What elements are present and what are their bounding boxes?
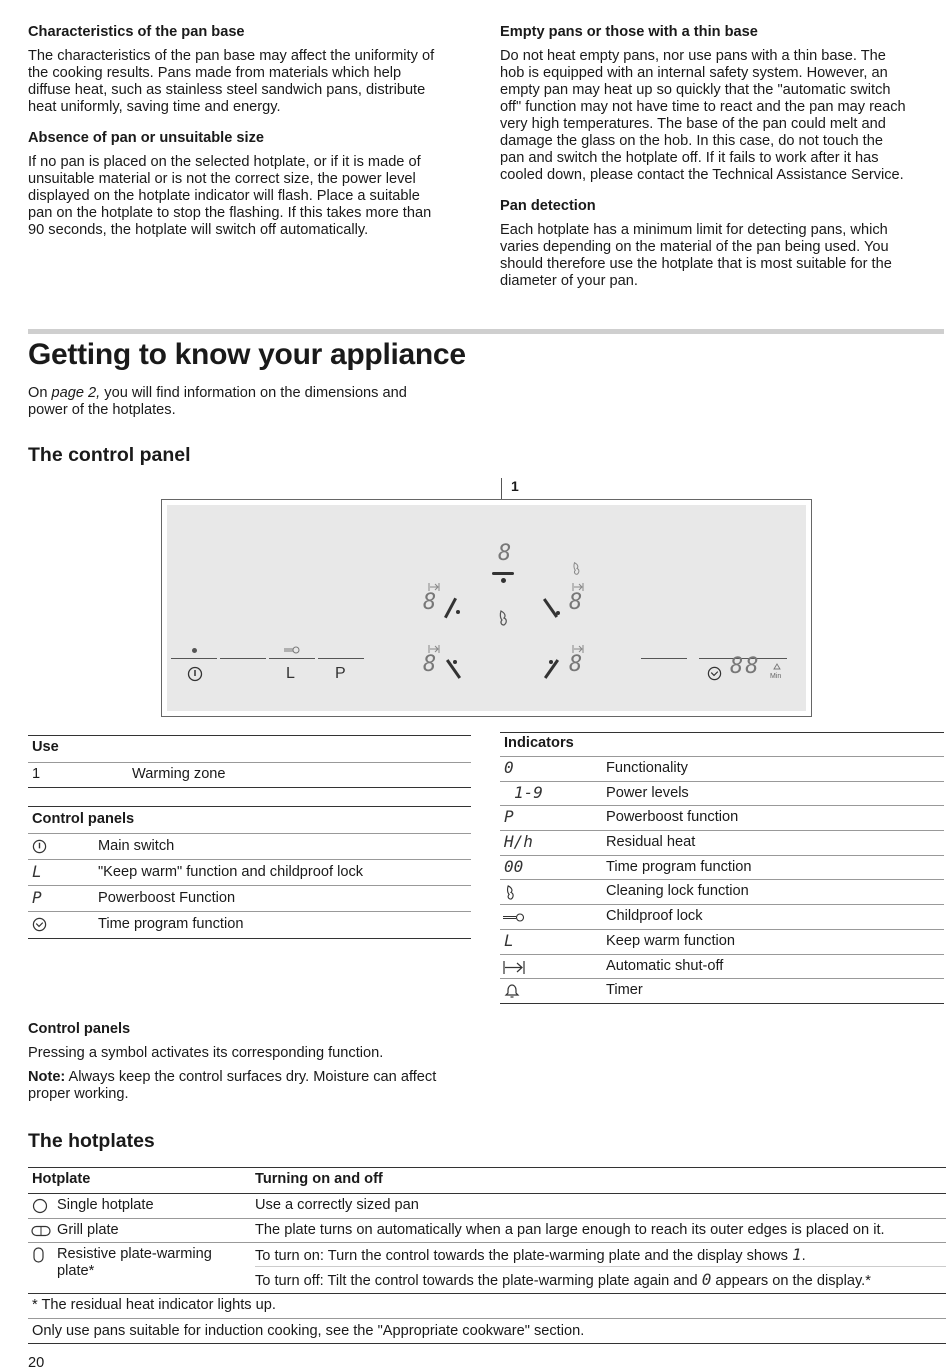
use-table [28,735,471,788]
empty-pans-title: Empty pans or those with a thin base [500,24,758,40]
table-row [28,1194,946,1219]
control-panels-table [28,806,471,939]
indicator-label: Automatic shut-off [606,957,724,974]
grill-plate-icon [31,1225,51,1237]
pan-base-line: diffuse heat, such as stainless steel sandwich pans, distribute [28,82,426,98]
control-panels-header: Control panels [28,807,471,834]
control-panel-title: The control panel [28,444,191,466]
touch-line [220,658,266,659]
table-row [28,1243,946,1294]
pan-base-section [28,24,470,239]
section-divider [28,329,944,334]
warming-zone-slider[interactable] [492,572,514,575]
indicator-symbol: P [504,807,514,827]
pan-base-title: Characteristics of the pan base [28,24,245,40]
hotplate-name: Grill plate [57,1221,119,1238]
intro-line2: power of the hotplates. [28,402,176,418]
intro-text [28,385,470,419]
zone-slider-front-right[interactable] [543,598,558,618]
hotplate-name: Resistive plate-warming [57,1246,212,1262]
hotplate-desc: Use a correctly sized pan [255,1197,419,1213]
hotplate-col-header: Hotplate [32,1171,91,1187]
pan-detection-line: should therefore use the hotplate that is most suitable for the [500,256,892,272]
note-row [28,1319,946,1344]
intro-rest: you will find information on the dimensions and [100,385,407,401]
table-row [28,912,471,939]
zone-display-front-left: 8 [423,590,437,615]
use-row-label: Warming zone [132,766,226,782]
clock-icon [32,917,47,932]
empty-pans-line: hob is equipped with an internal safety system. However, an [500,65,888,81]
timer-display: 88 [730,654,761,679]
key-indicator-icon [284,646,300,654]
zone-slider-front-left[interactable] [444,598,457,619]
control-panel-diagram [161,499,812,717]
control-row-label: Time program function [98,916,244,932]
table-row [500,806,944,831]
turning-col-header: Turning on and off [255,1171,383,1187]
zone-dot-front-left [456,610,460,614]
turn-off-text: To turn off: Tilt the control towards the plate-warming plate again and 0 appears on the display.* [255,1270,871,1289]
indicators-header: Indicators [500,733,944,757]
pan-detection-line: Each hotplate has a minimum limit for detecting pans, which [500,222,888,238]
note-text-line2: proper working. [28,1086,129,1102]
indicator-label: Functionality [606,760,688,776]
absence-pan-title: Absence of pan or unsuitable size [28,130,264,146]
touch-line [269,658,315,659]
cleaning-lock-icon [505,884,517,901]
indicator-label: Childproof lock [606,908,703,925]
table-row [500,880,944,905]
zone-dot-rear-left [453,660,457,664]
touch-line [641,658,687,659]
powerboost-icon: P [32,888,42,907]
indicator-label: Cleaning lock function [606,883,749,900]
absence-pan-line: 90 seconds, the hotplate will switch off automatically. [28,222,369,238]
empty-pans-line: cooled down, please contact the Technical Assistance Service. [500,167,904,183]
intro-prefix: On [28,385,52,401]
warming-zone-dot [501,578,506,583]
empty-pans-line: very high temperatures. The base of the pan could melt and [500,116,886,132]
pan-detection-title: Pan detection [500,198,596,214]
pan-detection-line: varies depending on the material of the pan being used. You [500,239,889,255]
clock-icon[interactable] [707,666,722,681]
control-row-label: Powerboost Function [98,890,236,906]
indicator-label: Residual heat [606,834,696,851]
hotplate-desc: The plate turns on automatically when a pan large enough to reach its outer edges is placed on it. [255,1221,885,1238]
note-text: Always keep the control surfaces dry. Moisture can affect [65,1069,437,1085]
hotplate-name: Single hotplate [57,1197,154,1213]
keep-warm-button[interactable]: L [286,665,295,682]
control-row-label: Main switch [98,838,175,854]
pan-base-line: The characteristics of the pan base may affect the uniformity of [28,48,435,64]
table-row [28,834,471,860]
turn-on-text: To turn on: Turn the control towards the plate-warming plate and the display shows 1. [255,1245,806,1264]
indicator-label: Power levels [606,784,689,801]
zone-display-rear-left: 8 [423,652,437,677]
table-row [500,979,944,1004]
cleaning-lock-indicator-icon [572,561,582,576]
control-row-label: "Keep warm" function and childproof lock [98,864,364,880]
empty-pans-line: off" function may not have time to react and the pan may reach [500,99,906,115]
absence-pan-line: unsuitable material or is not the correct size, the power level [28,171,416,187]
row-divider [255,1266,946,1267]
note-label: Note: [28,1069,66,1085]
table-row [28,763,471,788]
empty-pans-section [500,24,944,290]
keep-warm-icon: L [32,862,42,881]
indicator-label: Time program function [606,858,752,875]
hotplates-table [28,1167,946,1344]
indicator-label: Powerboost function [606,809,739,826]
indicator-symbol: 1-9 [514,782,543,802]
zone-display-rear-right: 8 [569,652,583,677]
bell-indicator-icon [773,663,781,670]
absence-pan-line: displayed on the hotplate indicator will flash. Place a suitable [28,188,420,204]
auto-shutoff-icon [503,961,525,974]
callout-number: 1 [511,478,519,494]
empty-pans-line: empty pan may heat up so quickly that the "automatic switch [500,82,891,98]
table-row [500,831,944,856]
footnote: * The residual heat indicator lights up. [32,1297,276,1313]
touch-line [171,658,217,659]
warming-zone-display: 8 [498,541,512,566]
induction-note: Only use pans suitable for induction cooking, see the "Appropriate cookware" section. [32,1322,585,1339]
table-row [500,782,944,807]
indicator-symbol: 00 [504,856,524,876]
hotplate-name-line2: plate* [57,1263,95,1279]
table-row [500,930,944,955]
table-row [500,955,944,980]
page-reference: page 2, [51,385,101,401]
page-heading: Getting to know your appliance [28,338,466,371]
table-row [500,856,944,881]
touch-line [318,658,364,659]
powerboost-button[interactable]: P [335,665,346,682]
pan-base-line: heat uniformly, saving time and energy. [28,99,281,115]
zone-dot-front-right [556,611,560,615]
table-row [28,1219,946,1244]
single-hotplate-icon [32,1198,48,1214]
empty-pans-line: damage the glass on the hob. In this case, do not touch the [500,133,883,149]
page-number: 20 [28,1355,45,1370]
absence-pan-line: If no pan is placed on the selected hotplate, or if it is made of [28,154,421,170]
control-panels-subtitle: Control panels [28,1021,131,1037]
empty-pans-line: pan and switch the hotplate off. If it fails to work after it has [500,150,879,166]
keep-warm-icon: L [504,930,514,950]
indicator-symbol: H/h [504,832,533,852]
table-row [28,886,471,912]
glass-surface [167,505,806,711]
pan-detection-line: diameter of your pan. [500,273,638,289]
table-row [28,860,471,886]
empty-pans-line: Do not heat empty pans, nor use pans with a thin base. The [500,48,886,64]
control-panels-text: Pressing a symbol activates its corresponding function. [28,1045,384,1061]
hotplates-title: The hotplates [28,1130,155,1152]
warming-plate-icon [33,1247,44,1263]
table-row [500,905,944,930]
use-table-header: Use [28,736,471,763]
use-row-number: 1 [32,766,41,782]
indicators-table [500,732,944,1004]
control-panels-notes [28,1021,470,1103]
key-icon [503,913,525,922]
indicator-label: Timer [606,982,643,999]
main-switch-led [192,648,197,653]
min-label: Min [770,673,782,680]
zone-display-front-right: 8 [569,590,583,615]
bell-icon [504,983,520,999]
footnote-row [28,1294,946,1319]
hotplates-header-row [28,1168,946,1194]
cleaning-lock-icon[interactable] [498,609,510,627]
pan-base-line: the cooking results. Pans made from materials which help [28,65,402,81]
absence-pan-line: pan on the hotplate to stop the flashing. If this takes more than [28,205,432,221]
indicator-symbol: 0 [504,758,514,777]
zone-dot-rear-right [549,660,553,664]
power-icon[interactable] [187,666,203,682]
indicator-label: Keep warm function [606,932,735,949]
table-row [500,757,944,782]
power-icon [32,839,47,854]
